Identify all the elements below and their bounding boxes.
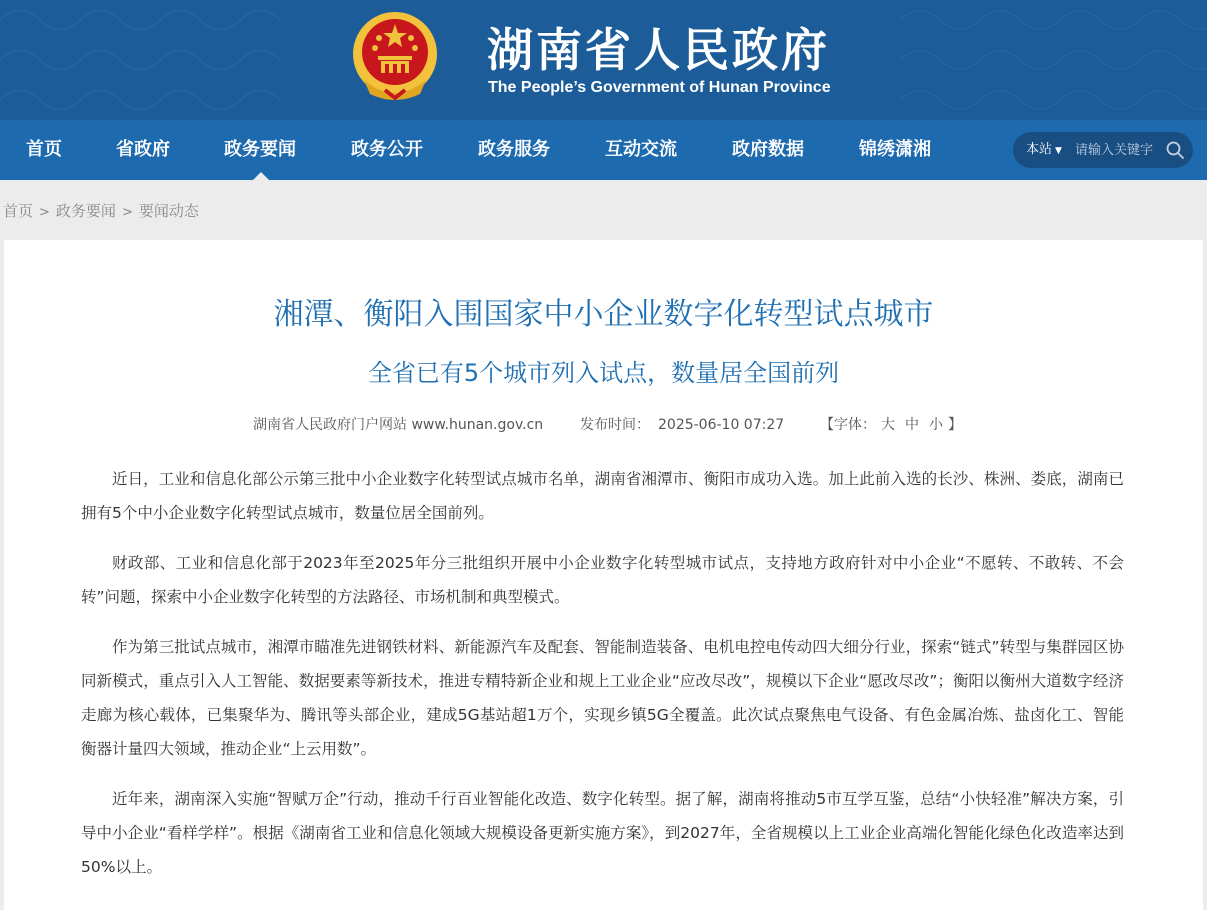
font-size-label: 【字体： (820, 417, 876, 433)
breadcrumb-news[interactable]: 政务要闻 (55, 202, 116, 220)
article-paragraph: 近年来，湖南深入实施“智赋万企”行动，推动千行百业智能化改造、数字化转型。据了解，湖南将推动5市互学互鉴，总结“小快轻准”解决方案，引导中小企业“看样学样”。根据《湖南省工业和信息化领域大规模设备更新实施方案》，到2027年，全省规模以上工业企业高端化智能化绿色化改造率达到50%以上。 (81, 790, 1124, 876)
search-box (1013, 132, 1193, 168)
breadcrumb-current[interactable]: 要闻动态 (138, 202, 199, 220)
search-icon[interactable] (1165, 140, 1185, 160)
font-size-medium[interactable]: 中 (905, 417, 919, 433)
article-paragraph: 近日，工业和信息化部公示第三批中小企业数字化转型试点城市名单，湖南省湘潭市、衡阳市成功入选。加上此前入选的长沙、株洲、娄底，湖南已拥有5个中小企业数字化转型试点城市，数量位居全国前列。 (81, 470, 1124, 522)
caret-down-icon: ▼ (1055, 146, 1062, 156)
site-banner (0, 0, 1207, 120)
nav-item-services[interactable]: 政务服务 (478, 139, 550, 160)
font-size-small[interactable]: 小 (929, 417, 943, 433)
breadcrumb-separator: > (39, 205, 50, 220)
font-size-selector (820, 414, 962, 434)
article-publish-info (580, 414, 784, 434)
breadcrumb-separator: > (121, 205, 133, 220)
breadcrumb (3, 200, 199, 221)
article-paragraph: 作为第三批试点城市，湘潭市瞄准先进钢铁材料、新能源汽车及配套、智能制造装备、电机电控电传动四大细分行业，探索“链式”转型与集群园区协同新模式，重点引入人工智能、数据要素等新技术，推进专精特新企业和规上工业企业“应改尽改”，规模以下企业“愿改尽改”；衡阳以衡州大道数字经济走廊为核心载体，已集聚华为、腾讯等头部企业，建成5G基站超1万个，实现乡镇5G全覆盖。此次试点聚焦电气设备、有色金属冶炼、盐卤化工、智能衡器计量四大领域，推动企业“上云用数”。 (81, 638, 1124, 758)
article-paragraph: 财政部、工业和信息化部于2023年至2025年分三批组织开展中小企业数字化转型城市试点，支持地方政府针对中小企业“不愿转、不敢转、不会转”问题，探索中小企业数字化转型的方法路径、市场机制和典型模式。 (81, 554, 1124, 606)
nav-item-interaction[interactable]: 互动交流 (605, 139, 677, 160)
search-scope-label: 本站 (1026, 142, 1053, 157)
nav-item-hunan-scenery[interactable]: 锦绣潇湘 (859, 139, 931, 160)
search-input[interactable] (1075, 140, 1161, 160)
font-size-close: 】 (948, 417, 962, 433)
font-size-large[interactable]: 大 (881, 417, 895, 433)
nav-item-gov-data[interactable]: 政府数据 (732, 139, 804, 160)
article-subtitle: 全省已有5个城市列入试点，数量居全国前列 (367, 359, 840, 387)
site-title: 湖南省人民政府 (487, 23, 830, 77)
nav-item-news[interactable]: 政务要闻 (224, 139, 296, 160)
nav-item-province-gov[interactable]: 省政府 (116, 139, 170, 160)
publish-label: 发布时间： (580, 417, 650, 433)
site-title-english: The People’s Government of Hunan Province (488, 79, 831, 96)
nav-item-open-gov[interactable]: 政务公开 (351, 139, 423, 160)
national-emblem-icon (350, 10, 440, 102)
active-tab-indicator (253, 172, 269, 180)
publish-time: 2025-06-10 07:27 (658, 417, 785, 433)
article-source: 湖南省人民政府门户网站 www.hunan.gov.cn (253, 417, 544, 433)
nav-item-home[interactable]: 首页 (26, 139, 62, 160)
search-scope-select[interactable] (1026, 132, 1062, 169)
article-title: 湘潭、衡阳入围国家中小企业数字化转型试点城市 (273, 297, 934, 332)
breadcrumb-home[interactable]: 首页 (3, 202, 34, 220)
